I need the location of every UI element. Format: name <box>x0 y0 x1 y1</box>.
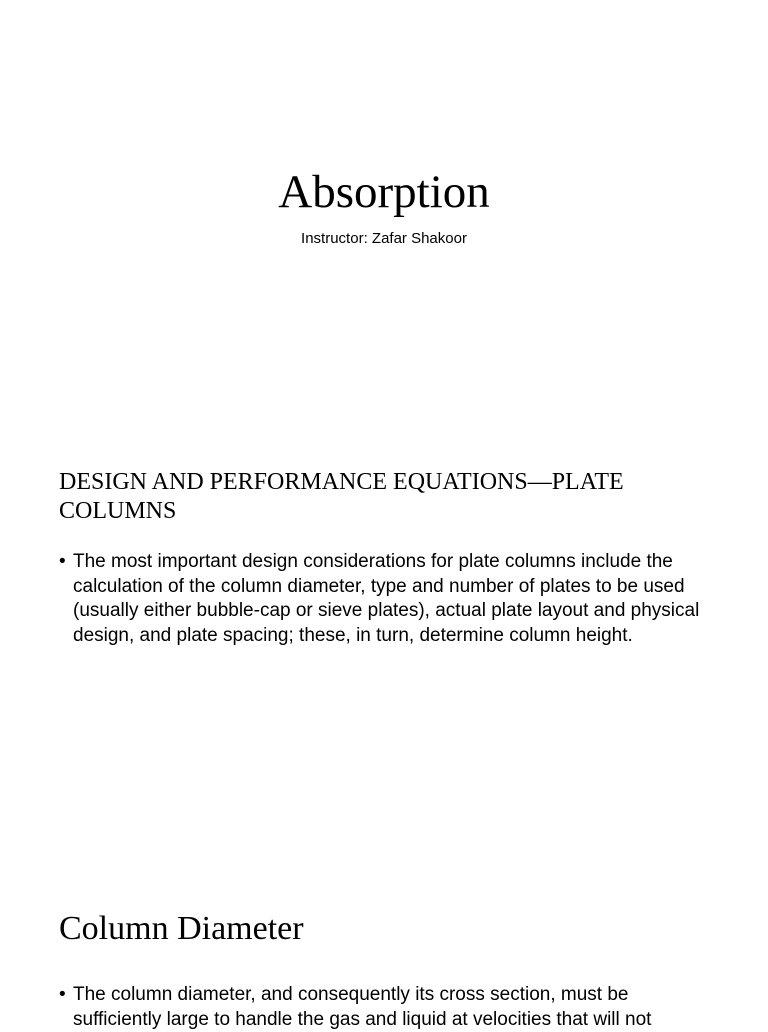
bullet-icon: • <box>59 551 66 572</box>
slide-title-heading: Absorption <box>278 166 490 218</box>
slide-title <box>0 0 768 384</box>
slide-heading: Column Diameter <box>59 910 304 947</box>
bullet-item <box>59 550 719 648</box>
bullet-icon: • <box>59 984 66 1005</box>
bullet-list <box>59 983 719 1032</box>
bullet-list <box>59 550 719 648</box>
slide-column-diameter <box>0 880 768 1030</box>
slide-design-equations <box>0 432 768 864</box>
bullet-text: The column diameter, and consequently its cross section, must be sufficiently large to handle the gas and liquid at velocities that will not <box>73 984 652 1030</box>
slide-heading: DESIGN AND PERFORMANCE EQUATIONS—PLATE COLUMNS <box>59 469 624 524</box>
bullet-text: The most important design considerations for plate columns include the calculation of the column diameter, type and number of plates to be used (usually either bubble-cap or sieve plates), actual plate layout and physical design, and plate spacing; these, in turn, determine column height. <box>73 551 700 646</box>
bullet-item <box>59 983 719 1032</box>
slide-subtitle-instructor: Instructor: Zafar Shakoor <box>301 230 467 247</box>
